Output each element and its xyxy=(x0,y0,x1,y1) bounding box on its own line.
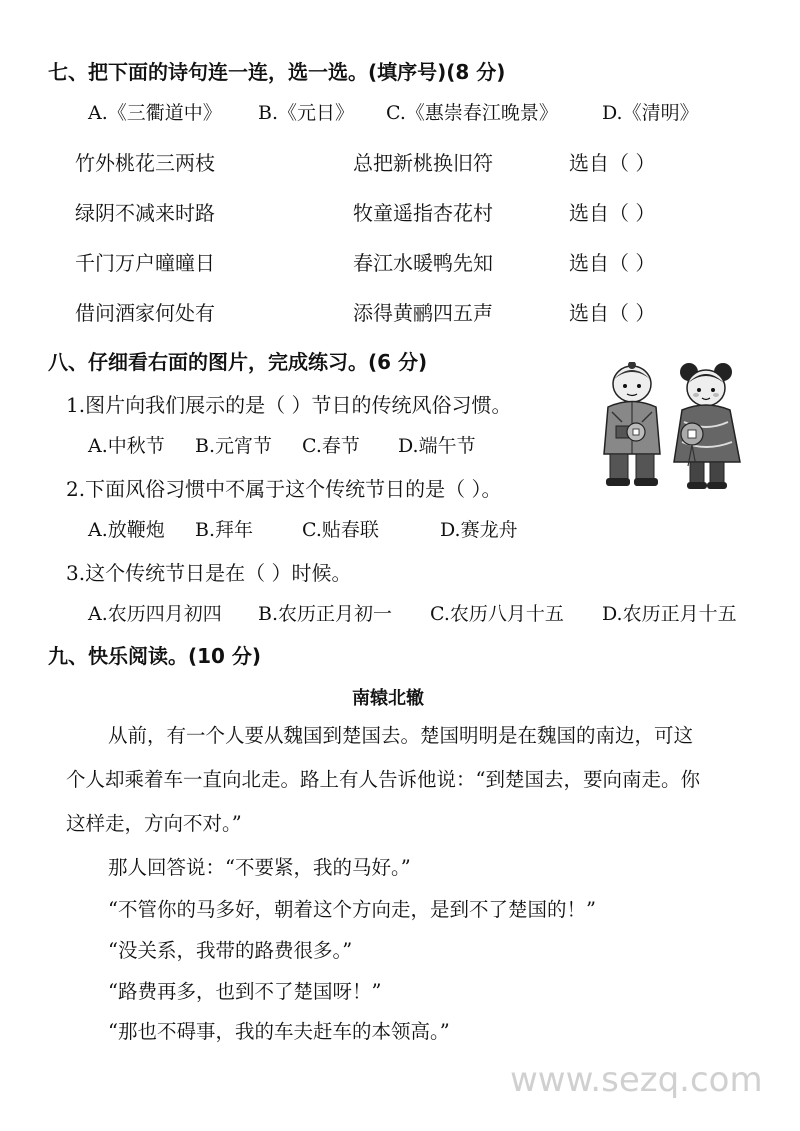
q3-option-a: A.农历四月初四 xyxy=(88,603,222,625)
poem-option-b: B.《元日》 xyxy=(258,102,355,124)
section-8-title: 八、仔细看右面的图片，完成练习。(6 分) xyxy=(48,350,428,374)
q1-option-a: A.中秋节 xyxy=(88,435,165,457)
dialog-line: “路费再多，也到不了楚国呀！” xyxy=(108,980,382,1003)
story-paragraph-line: 个人却乘着车一直向北走。路上有人告诉他说：“到楚国去，要向南走。你 xyxy=(66,768,700,791)
poem-left-line: 绿阴不减来时路 xyxy=(75,201,215,225)
q1-option-b: B.元宵节 xyxy=(195,435,273,457)
q1-option-d: D.端午节 xyxy=(398,435,476,457)
dialog-line: “没关系，我带的路费很多。” xyxy=(108,939,353,962)
question-1: 1.图片向我们展示的是（ ）节日的传统风俗习惯。 xyxy=(66,393,512,417)
poem-right-line: 添得黄鹂四五声 xyxy=(353,301,493,325)
poem-right-line: 总把新桃换旧符 xyxy=(353,151,493,175)
q3-option-d: D.农历正月十五 xyxy=(602,603,737,625)
section-9-title: 九、快乐阅读。(10 分) xyxy=(48,644,262,668)
q2-option-d: D.赛龙舟 xyxy=(440,519,518,541)
boy-figure xyxy=(604,362,660,486)
q2-option-a: A.放鞭炮 xyxy=(88,519,165,541)
girl-figure xyxy=(674,363,740,489)
dialog-line: “不管你的马多好，朝着这个方向走，是到不了楚国的！” xyxy=(108,898,596,921)
poem-option-c: C.《惠崇春江晚景》 xyxy=(386,102,558,124)
site-watermark: www.sezq.com xyxy=(510,1060,763,1100)
poem-right-line: 牧童遥指杏花村 xyxy=(353,201,493,225)
choose-blank[interactable]: 选自（ ） xyxy=(569,201,656,225)
choose-blank[interactable]: 选自（ ） xyxy=(569,251,656,275)
q3-option-c: C.农历八月十五 xyxy=(430,603,564,625)
question-3: 3.这个传统节日是在（ ）时候。 xyxy=(66,561,352,585)
story-paragraph-line: 这样走，方向不对。” xyxy=(66,812,242,835)
q2-option-c: C.贴春联 xyxy=(302,519,379,541)
q3-option-b: B.农历正月初一 xyxy=(258,603,393,625)
dialog-line: 那人回答说：“不要紧，我的马好。” xyxy=(108,856,411,879)
q2-option-b: B.拜年 xyxy=(195,519,254,541)
story-title: 南辕北辙 xyxy=(352,688,424,709)
choose-blank[interactable]: 选自（ ） xyxy=(569,301,656,325)
question-2: 2.下面风俗习惯中不属于这个传统节日的是（ ）。 xyxy=(66,477,502,501)
story-paragraph-line: 从前，有一个人要从魏国到楚国去。楚国明明是在魏国的南边，可这 xyxy=(108,724,694,747)
poem-option-a: A.《三衢道中》 xyxy=(88,102,222,124)
festival-children-illustration xyxy=(592,362,752,497)
choose-blank[interactable]: 选自（ ） xyxy=(569,151,656,175)
section-7-title: 七、把下面的诗句连一连，选一选。(填序号)(8 分) xyxy=(48,60,506,84)
poem-left-line: 竹外桃花三两枝 xyxy=(75,151,215,175)
poem-left-line: 借问酒家何处有 xyxy=(75,301,215,325)
poem-left-line: 千门万户曈曈日 xyxy=(75,251,215,275)
dialog-line: “那也不碍事，我的车夫赶车的本领高。” xyxy=(108,1020,450,1043)
poem-right-line: 春江水暖鸭先知 xyxy=(353,251,493,275)
q1-option-c: C.春节 xyxy=(302,435,360,457)
poem-option-d: D.《清明》 xyxy=(602,102,699,124)
